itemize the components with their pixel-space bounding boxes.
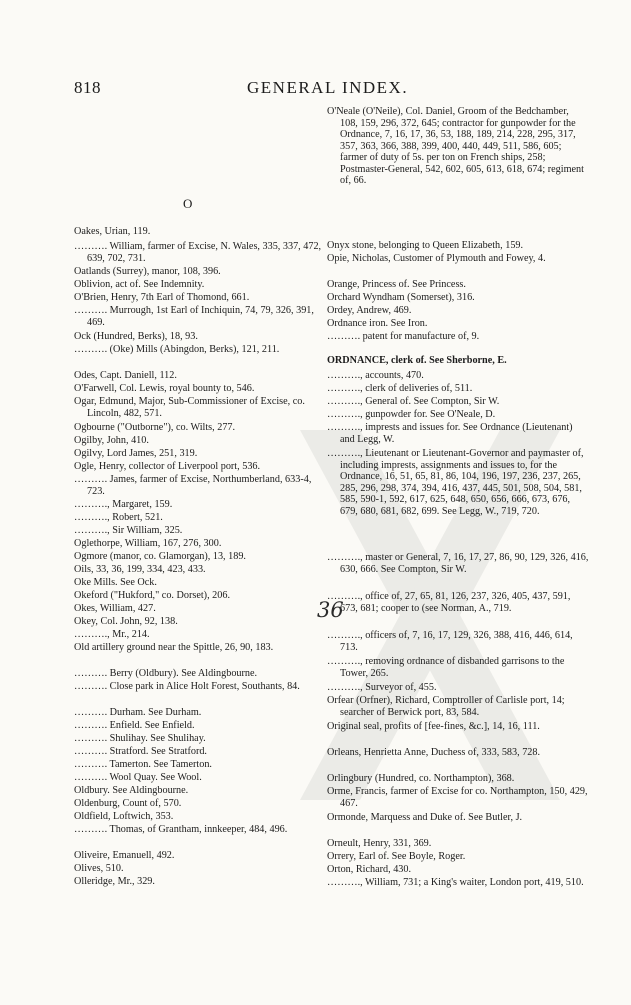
index-entry: Oakes, Urian, 119. (74, 226, 151, 237)
index-entry: ………. Murrough, 1st Earl of Inchiquin, 74, 79, 326, 391, 469. (74, 305, 314, 328)
index-entry: Oldfield, Loftwich, 353. (74, 811, 174, 822)
index-entry: ………., gunpowder for. See O'Neale, D. (327, 409, 496, 420)
index-entry: ………. Berry (Oldbury). See Aldingbourne. (74, 668, 258, 679)
index-entry: Ogmore (manor, co. Glamorgan), 13, 189. (74, 551, 246, 562)
index-entry: ………. William, farmer of Excise, N. Wales, 335, 337, 472, 639, 702, 731. (74, 241, 322, 264)
index-entry: ………., General of. See Compton, Sir W. (327, 396, 500, 407)
section-letter: O (183, 196, 193, 211)
index-entry: ………., imprests and issues for. See Ordnance (Lieutenant) and Legg, W. (327, 422, 573, 445)
index-entry: Okeford ("Hukford," co. Dorset), 206. (74, 590, 230, 601)
index-entry: ………. James, farmer of Excise, Northumberland, 633-4, 723. (74, 474, 312, 497)
index-entry: ………. patent for manufacture of, 9. (327, 331, 480, 342)
index-entry: ………., William, 731; a King's waiter, London port, 419, 510. (327, 877, 584, 888)
index-entry: ………., Mr., 214. (74, 629, 150, 640)
index-entry: Ock (Hundred, Berks), 18, 93. (74, 331, 198, 342)
index-entry: Orange, Princess of. See Princess. (327, 279, 466, 290)
index-entry: ………. Stratford. See Stratford. (74, 746, 207, 757)
index-entry: Orrery, Earl of. See Boyle, Roger. (327, 851, 466, 862)
index-entry: Oblivion, act of. See Indemnity. (74, 279, 205, 290)
page-number: 818 (74, 78, 101, 97)
index-entry: ………. Wool Quay. See Wool. (74, 772, 202, 783)
index-entry: Ordey, Andrew, 469. (327, 305, 412, 316)
index-entry: Orlingbury (Hundred, co. Northampton), 368. (327, 773, 515, 784)
index-entry: ………., officers of, 7, 16, 17, 129, 326, 388, 416, 446, 614, 713. (327, 630, 573, 653)
index-entry: Oils, 33, 36, 199, 334, 423, 433. (74, 564, 206, 575)
index-entry: Original seal, profits of [fee-fines, &c.], 14, 16, 111. (327, 721, 540, 732)
index-entry: Orneult, Henry, 331, 369. (327, 838, 432, 849)
index-entry: ………., office of, 27, 65, 81, 126, 237, 326, 405, 437, 591, 673, 681; cooper to (see Norman, A., 719. (327, 591, 571, 614)
index-entry: ………. (Oke) Mills (Abingdon, Berks), 121, 211. (74, 344, 280, 355)
index-entry: Orleans, Henrietta Anne, Duchess of, 333, 583, 728. (327, 747, 541, 758)
index-entry: Oglethorpe, William, 167, 276, 300. (74, 538, 222, 549)
index-entry: ………., Lieutenant or Lieutenant-Governor and paymaster of, including imprests, assignments and issues to, for the Ordnance, 16, 51, 65, 81, 86, 104, 196, 197, 236, 237, 265, 285, 296, 298, 374, 394, 416, 437, 445, 501, 508, 504, 581, 585, 590-1, 592, 617, 625, 648, 650, 656, 666, 673, 676, 679, 680, 681, 682, 699. See Legg, W., 719, 720. (327, 448, 584, 517)
index-entry: Orfear (Orfner), Richard, Comptroller of Carlisle port, 14; searcher of Berwick port, 83, 584. (327, 695, 565, 718)
index-entry: Okes, William, 427. (74, 603, 156, 614)
index-entry: Oatlands (Surrey), manor, 108, 396. (74, 266, 221, 277)
index-entry: ………. Thomas, of Grantham, innkeeper, 484, 496. (74, 824, 288, 835)
index-entry: Ogar, Edmund, Major, Sub-Commissioner of Excise, co. Lincoln, 482, 571. (74, 396, 305, 419)
index-entry: ………., master or General, 7, 16, 17, 27, 86, 90, 129, 326, 416, 630, 666. See Compton, Sir W. (327, 552, 589, 575)
index-entry: ………. Enfield. See Enfield. (74, 720, 195, 731)
index-entry: ORDNANCE, clerk of. See Sherborne, E. (327, 355, 507, 366)
index-entry: Ogilvy, Lord James, 251, 319. (74, 448, 198, 459)
index-entry: Ordnance iron. See Iron. (327, 318, 428, 329)
index-entry: Oke Mills. See Ock. (74, 577, 157, 588)
index-entry: Olleridge, Mr., 329. (74, 876, 155, 887)
index-entry: Old artillery ground near the Spittle, 26, 90, 183. (74, 642, 274, 653)
index-entry: Opie, Nicholas, Customer of Plymouth and Fowey, 4. (327, 253, 546, 264)
index-entry: Ogle, Henry, collector of Liverpool port, 536. (74, 461, 261, 472)
index-entry: Oliveire, Emanuell, 492. (74, 850, 175, 861)
index-entry: O'Brien, Henry, 7th Earl of Thomond, 661. (74, 292, 250, 303)
index-entry: ………., Robert, 521. (74, 512, 163, 523)
index-entry: ………. Shulihay. See Shulihay. (74, 733, 206, 744)
index-entry: Orton, Richard, 430. (327, 864, 412, 875)
index-entry: Oldenburg, Count of, 570. (74, 798, 182, 809)
index-entry: Orme, Francis, farmer of Excise for co. Northampton, 150, 429, 467. (327, 786, 588, 809)
index-entry: ………., removing ordnance of disbanded garrisons to the Tower, 265. (327, 656, 565, 679)
index-entry: Ogbourne ("Outborne"), co. Wilts, 277. (74, 422, 236, 433)
index-entry: Olives, 510. (74, 863, 124, 874)
index-entry: Ormonde, Marquess and Duke of. See Butler, J. (327, 812, 523, 823)
index-entry: ………. Close park in Alice Holt Forest, Southants, 84. (74, 681, 300, 692)
index-entry: Orchard Wyndham (Somerset), 316. (327, 292, 475, 303)
index-entry: ………. Tamerton. See Tamerton. (74, 759, 212, 770)
index-entry: ………., clerk of deliveries of, 511. (327, 383, 473, 394)
index-entry: Odes, Capt. Daniell, 112. (74, 370, 177, 381)
index-entry: ………., Surveyor of, 455. (327, 682, 437, 693)
index-entry: ………., accounts, 470. (327, 370, 424, 381)
handwritten-annotation: 36 (317, 598, 344, 622)
index-entry: ………., Sir William, 325. (74, 525, 183, 536)
index-entry: O'Farwell, Col. Lewis, royal bounty to, 546. (74, 383, 255, 394)
index-entry: Onyx stone, belonging to Queen Elizabeth, 159. (327, 240, 524, 251)
index-entry: Okey, Col. John, 92, 138. (74, 616, 178, 627)
index-entry: Oldbury. See Aldingbourne. (74, 785, 189, 796)
index-entry: O'Neale (O'Neile), Col. Daniel, Groom of the Bedchamber, 108, 159, 296, 372, 645; contractor for gunpowder for the Ordnance, 7, 16, 17, 36, 53, 188, 189, 214, 228, 295, 317, 357, 363, 366, 388, 399, 400, 440, 449, 511, 586, 605; farmer of duty of 5s. per ton on French ships, 258; Postmaster-General, 542, 602, 605, 613, 618, 674; regiment of, 66. (327, 106, 584, 186)
index-entry: Ogilby, John, 410. (74, 435, 149, 446)
page-title: GENERAL INDEX. (247, 78, 409, 97)
index-entry: ………., Margaret, 159. (74, 499, 173, 510)
index-entry: ………. Durham. See Durham. (74, 707, 202, 718)
